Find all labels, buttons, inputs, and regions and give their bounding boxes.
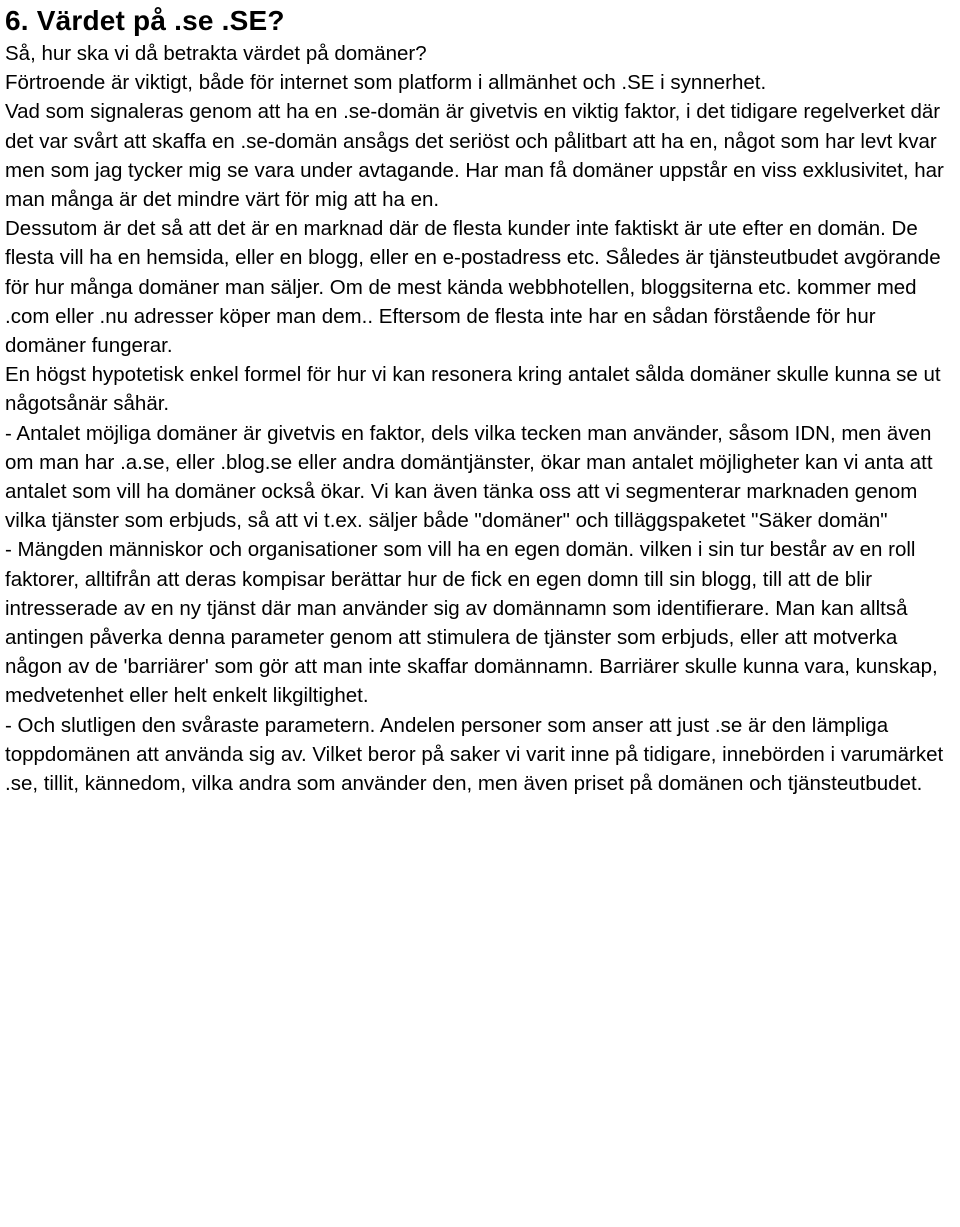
- paragraph-market: Dessutom är det så att det är en marknad där de flesta kunder inte faktiskt är ute efter en domän. De flesta vill ha en hemsida, eller en blogg, eller en e-postadress etc. Således är tjänsteutbudet avgörande för hur många domäner man säljer. Om de mest kända webbhotellen, bloggsiterna etc. kommer med .com eller .nu adresser köper man dem.. Eftersom de flesta inte har en sådan förstående för hur domäner fungerar.: [5, 217, 941, 358]
- paragraph-formula: En högst hypotetisk enkel formel för hur vi kan resonera kring antalet sålda domäner skulle kunna se ut någotsånär såhär.: [5, 363, 941, 416]
- paragraph-factor-people: - Mängden människor och organisationer som vill ha en egen domän. vilken i sin tur består av en roll faktorer, alltifrån att deras kompisar berättar hur de fick en egen domn till sin blogg, till att de blir intresserade av en ny tjänst där man använder sig av domännamn som identifierare. Man kan alltså antingen påverka denna parameter genom att stimulera de tjänster som erbjuds, eller att motverka någon av de 'barriärer' som gör att man inte skaffar domännamn. Barriärer skulle kunna vara, kunskap, medvetenhet eller helt enkelt likgiltighet.: [5, 538, 938, 708]
- paragraph-question: Så, hur ska vi då betrakta värdet på domäner?: [5, 42, 427, 65]
- paragraph-trust: Förtroende är viktigt, både för internet som platform i allmänhet och .SE i synnerhet.: [5, 71, 767, 95]
- paragraph-factor-share: - Och slutligen den svåraste parametern. Andelen personer som anser att just .se är den lämpliga toppdomänen att använda sig av. Vilket beror på saker vi varit inne på tidigare, innebörden i varumärket .se, tillit, kännedom, vilka andra som använder den, men även priset på domänen och tjänsteutbudet.: [5, 713, 944, 796]
- paragraph-signaling: Vad som signaleras genom att ha en .se-domän är givetvis en viktig faktor, i det tidigare regelverket där det var svårt att skaffa en .se-domän ansågs det seriöst och pålitbart att ha en, något som har levt kvar men som jag tycker mig se vara under avtagande. Har man få domäner uppstår en viss exklusivitet, har man många är det mindre värt för mig att ha en.: [5, 100, 944, 212]
- section-title: 6. Värdet på .se .SE?: [5, 5, 285, 36]
- document-page: [5, 0, 957, 798]
- paragraph-factor-possible-domains: - Antalet möjliga domäner är givetvis en faktor, dels vilka tecken man använder, såsom IDN, men även om man har .a.se, eller .blog.se eller andra domäntjänster, ökar man antalet möjligheter kan vi anta att antalet som vill ha domäner också ökar. Vi kan även tänka oss att vi segmenterar marknaden genom vilka tjänster som erbjuds, så att vi t.ex. säljer både "domäner" och tilläggspaketet "Säker domän": [5, 421, 933, 533]
